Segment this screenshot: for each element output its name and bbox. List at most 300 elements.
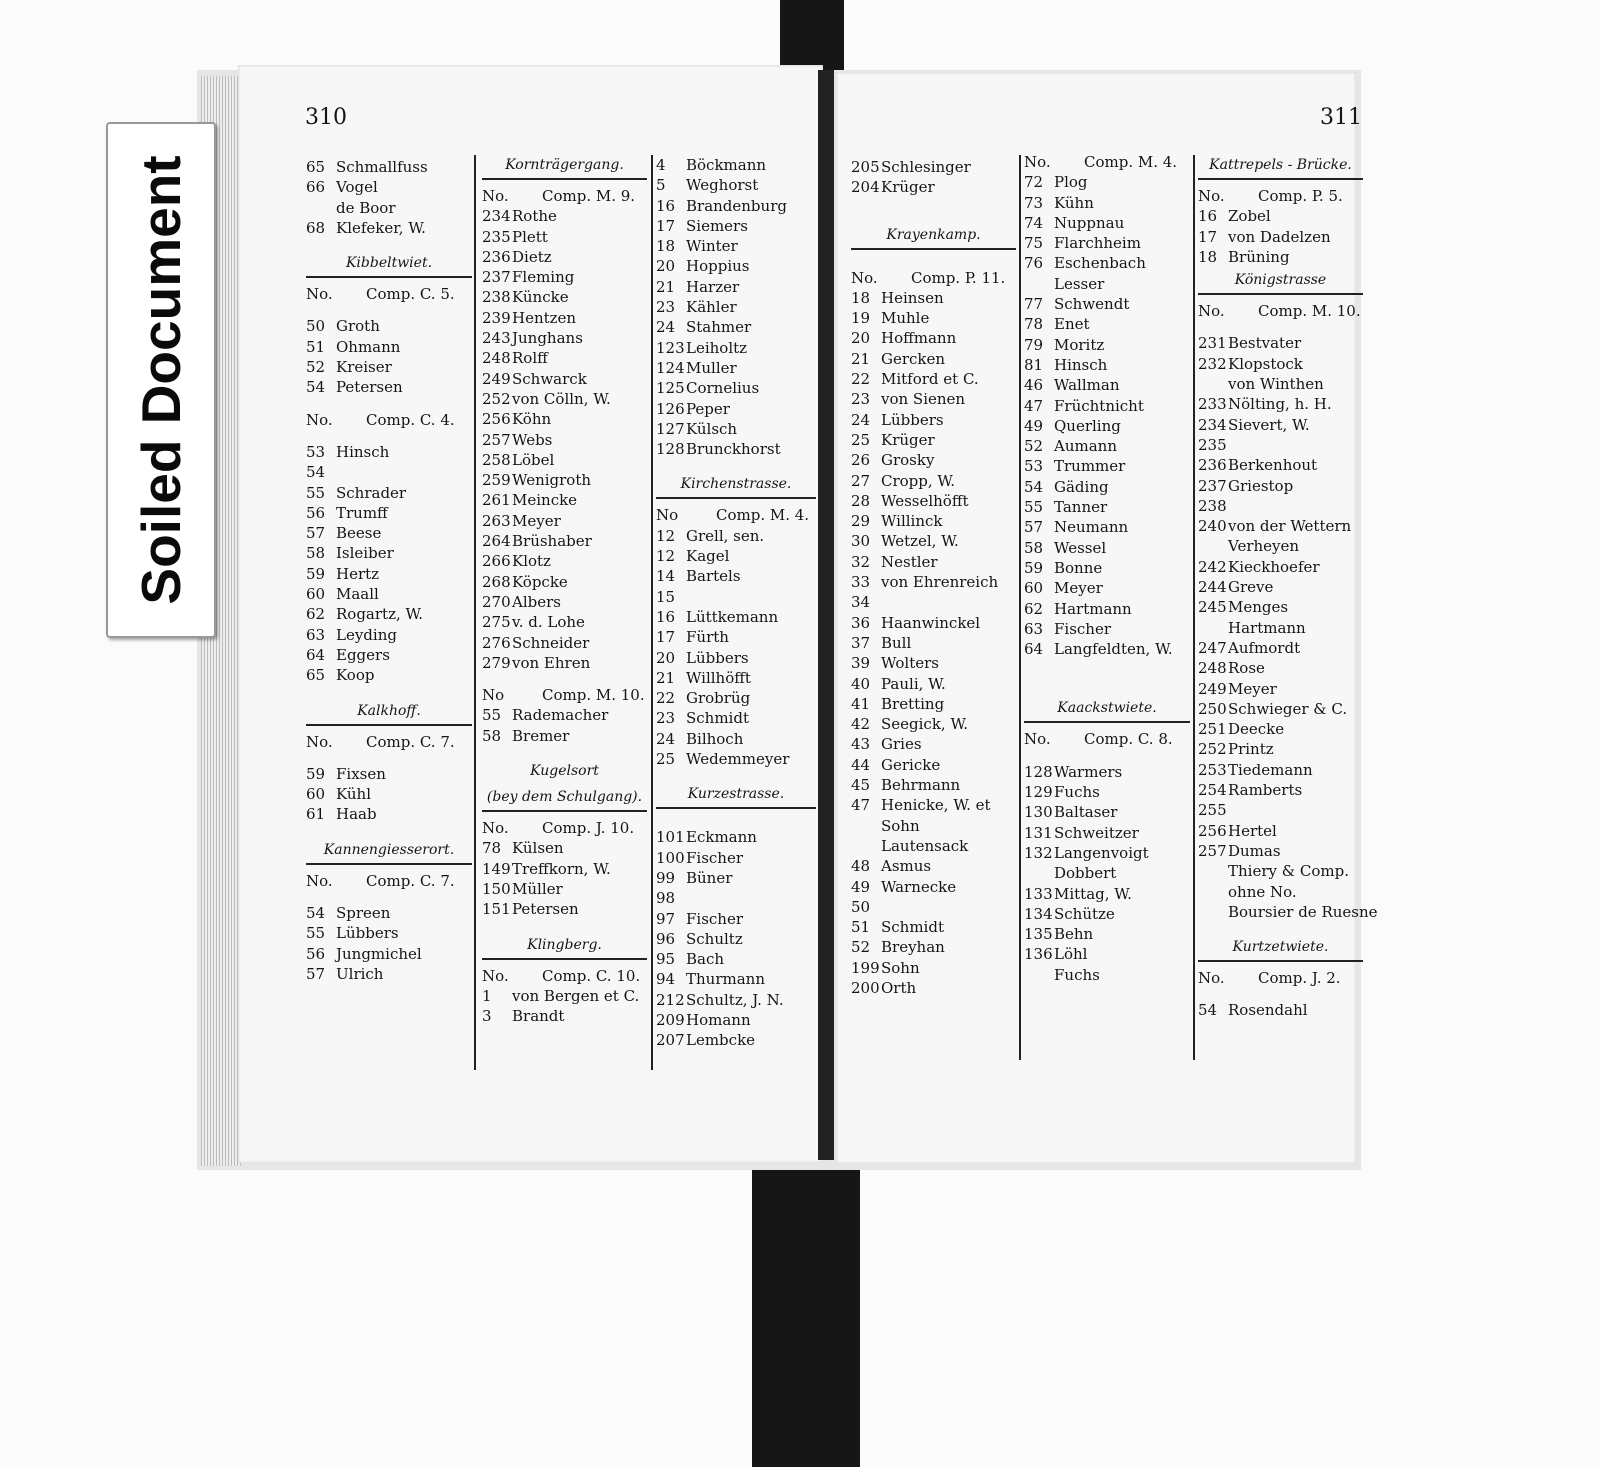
street-heading: Kurtzetwiete. [1198,934,1363,962]
resident-name: Gries [881,735,922,754]
directory-entry [1024,802,1190,822]
spacer [851,198,1016,210]
house-number: 24 [656,729,676,748]
resident-name: Lembcke [686,1031,756,1050]
resident-name: von Ehren [512,653,591,672]
house-number: 232 [1198,354,1227,373]
house-number: 27 [851,471,871,490]
house-number: 62 [1024,599,1044,618]
house-number: 256 [482,410,511,429]
house-number: 78 [1024,315,1044,334]
company-header [482,818,647,838]
column-rule [474,155,476,1070]
resident-name: Fischer [1054,619,1112,638]
directory-entry [656,949,816,969]
house-number: 53 [1024,457,1044,476]
directory-entry [306,923,472,943]
directory-entry [1198,841,1363,861]
resident-name: Rolff [512,349,548,368]
directory-entry [1024,497,1190,517]
resident-name: Böckmann [686,156,767,174]
directory-entry [1198,739,1363,759]
directory-entry [482,653,647,673]
directory-entry [482,328,647,348]
directory-entry [1024,558,1190,578]
directory-entry [306,157,472,177]
directory-entry [482,430,647,450]
house-number: 63 [306,625,326,644]
house-number: 12 [656,526,676,545]
directory-entry [1024,294,1190,314]
house-number: No. [482,819,509,838]
house-number: 4 [656,156,666,174]
company-code: Comp. C. 7. [366,732,455,751]
resident-name: Grobrüg [686,689,751,708]
directory-entry [482,612,647,632]
directory-entry [482,859,647,879]
company-code: Comp. M. 9. [542,187,636,205]
directory-entry [851,836,1016,856]
directory-entry [656,827,816,847]
directory-entry [851,755,1016,775]
directory-entry [1198,516,1363,536]
directory-entry [1024,538,1190,558]
house-number: 101 [656,828,685,847]
house-number: 16 [656,607,676,626]
resident-name: Brüshaber [512,532,592,551]
resident-name: Aumann [1054,437,1117,456]
directory-entry [1198,638,1363,658]
resident-name: ohne No. [1228,882,1297,901]
house-number: 54 [306,378,326,397]
resident-name: Brandt [512,1007,565,1026]
house-number: 55 [306,924,326,943]
house-number: No. [1198,187,1225,205]
spacer [306,825,472,837]
company-header [306,871,472,891]
directory-entry [306,218,472,238]
house-number: No. [1198,302,1225,321]
house-number: 233 [1198,395,1227,414]
resident-name: Henicke, W. et [881,796,991,815]
house-number: 251 [1198,720,1227,739]
house-number: 252 [482,389,511,408]
house-number: 48 [851,857,871,876]
house-number: No. [1024,153,1051,171]
resident-name: Büner [686,868,733,887]
house-number: 18 [656,237,676,256]
company-code: Comp. J. 2. [1258,969,1341,988]
directory-entry [851,958,1016,978]
resident-name: von Bergen et C. [512,986,640,1005]
directory-entry [851,937,1016,957]
book-gutter [818,70,834,1160]
resident-name: von Sienen [881,390,966,409]
directory-entry [306,784,472,804]
directory-entry [482,470,647,490]
house-number: 129 [1024,783,1053,802]
house-number: 136 [1024,945,1053,964]
house-number: 14 [656,567,676,586]
house-number: 253 [1198,760,1227,779]
directory-entry [851,369,1016,389]
resident-name: Hoffmann [881,329,957,348]
resident-name: Eschenbach [1054,254,1146,273]
resident-name: Weghorst [686,176,759,195]
resident-name: Pauli, W. [881,674,946,693]
house-number: 130 [1024,803,1053,822]
resident-name: Kieckhoefer [1228,557,1320,576]
resident-name: Klopstock [1228,354,1303,373]
resident-name: Rogartz, W. [336,605,424,624]
directory-entry [1024,639,1190,659]
directory-entry [851,816,1016,836]
resident-name: Warnecke [881,877,957,896]
resident-name: Querling [1054,416,1121,435]
spacer [1198,988,1363,1000]
company-header [306,732,472,752]
resident-name: Wenigroth [512,471,592,490]
resident-name: Tiedemann [1228,760,1313,779]
directory-entry [1024,944,1190,964]
resident-name: Menges [1228,598,1289,617]
house-number: 231 [1198,334,1227,353]
house-number: 55 [482,706,502,725]
company-header [1024,729,1190,749]
resident-name: Boursier de Ruesne [1228,902,1378,921]
directory-entry [1198,861,1363,881]
spacer [482,920,647,932]
resident-name: Trumff [336,503,388,522]
house-number: 57 [1024,518,1044,537]
resident-name: Asmus [881,857,932,876]
resident-name: Bremer [512,726,570,745]
house-number: 52 [851,938,871,957]
resident-name: Cornelius [686,379,760,398]
resident-name: Brüning [1228,247,1290,266]
house-number: 276 [482,633,511,652]
directory-entry [306,523,472,543]
street-heading: Krayenkamp. [851,222,1016,250]
directory-entry [656,909,816,929]
resident-name: Krüger [881,178,935,197]
house-number: 3 [482,1007,492,1026]
directory-entry [656,526,816,546]
house-number: 64 [1024,640,1044,659]
spacer [306,430,472,442]
directory-entry [482,838,647,858]
directory-entry [656,419,816,439]
resident-name: Wesselhöfft [881,491,969,510]
directory-entry [851,430,1016,450]
directory-entry [306,804,472,824]
house-number: 238 [1198,496,1227,515]
directory-entry [851,694,1016,714]
spacer [306,686,472,698]
resident-name: Hartmann [1228,618,1306,637]
house-number: 236 [482,247,511,266]
resident-name: Wessel [1054,538,1107,557]
resident-name: Harzer [686,277,740,296]
resident-name: Kreiser [336,358,392,377]
company-code: Comp. J. 10. [542,819,635,838]
house-number: 52 [1024,437,1044,456]
resident-name: Fleming [512,268,575,287]
column-rule [1019,155,1021,1060]
house-number: 20 [656,648,676,667]
resident-name: Behn [1054,925,1094,944]
directory-entry [1024,253,1190,273]
house-number: 81 [1024,355,1044,374]
resident-name: Meyer [1228,679,1277,698]
directory-entry [1024,884,1190,904]
directory-entry [656,155,816,175]
house-number: No. [1024,730,1051,749]
directory-entry [851,897,1016,917]
house-number: 68 [306,218,326,237]
company-header [1024,152,1190,172]
company-header [482,966,647,986]
spacer [656,459,816,471]
house-number: 1 [482,986,492,1005]
resident-name: Wolters [881,654,940,673]
house-number: 20 [851,329,871,348]
house-number: 39 [851,654,871,673]
directory-entry [656,969,816,989]
spacer [1198,321,1363,333]
directory-entry [1198,394,1363,414]
spacer [1024,671,1190,683]
resident-name: Moritz [1054,335,1105,354]
directory-entry [482,227,647,247]
directory-entry [1198,821,1363,841]
street-heading: Königstrasse [1198,267,1363,295]
directory-entry [656,338,816,358]
directory-entry [306,442,472,462]
resident-name: Tanner [1054,498,1108,517]
house-number: 123 [656,338,685,357]
directory-entry [1024,436,1190,456]
resident-name: Nestler [881,552,938,571]
house-number: 54 [306,904,326,923]
resident-name: Grell, sen. [686,526,765,545]
company-header [482,685,647,705]
resident-name: Schweitzer [1054,823,1139,842]
house-number: 55 [1024,498,1044,517]
house-number: 18 [1198,247,1218,266]
resident-name: Aufmordt [1228,638,1301,657]
street-heading: Kattrepels - Brücke. [1198,152,1363,180]
resident-name: Köpcke [512,572,568,591]
resident-name: Hoppius [686,257,750,276]
directory-entry [1198,415,1363,435]
resident-name: Stahmer [686,318,752,337]
house-number: 234 [482,207,511,226]
house-number: 205 [851,158,880,176]
directory-entry [482,705,647,725]
house-number: 250 [1198,699,1227,718]
directory-entry [851,328,1016,348]
company-header [306,410,472,430]
spacer [656,769,816,781]
resident-name: Lüttkemann [686,607,779,626]
house-number: 261 [482,491,511,510]
company-header [482,186,647,206]
resident-name: Lesser [1054,274,1105,293]
directory-entry [306,584,472,604]
resident-name: Bull [881,633,912,652]
company-code: Comp. M. 10. [1258,302,1361,321]
resident-name: Mittag, W. [1054,884,1132,903]
house-number: 18 [851,288,871,307]
house-number: 150 [482,879,511,898]
resident-name: Schlesinger [881,158,971,176]
house-number: 204 [851,178,880,197]
directory-entry [1024,863,1190,883]
house-number: 22 [851,370,871,389]
resident-name: Fischer [686,848,744,867]
house-number: 78 [482,839,502,858]
resident-name: Mitford et C. [881,370,979,389]
resident-name: Schmidt [686,709,749,728]
resident-name: Rademacher [512,706,609,725]
house-number: 151 [482,900,511,919]
house-number: 54 [306,463,326,482]
directory-entry [851,410,1016,430]
directory-entry [851,775,1016,795]
house-number: 243 [482,329,511,348]
house-number: 249 [482,369,511,388]
directory-entry [1024,213,1190,233]
directory-entry [1198,227,1363,247]
resident-name: Ohmann [336,337,401,356]
house-number: 54 [1198,1001,1218,1020]
house-number: 270 [482,592,511,611]
house-number: 21 [656,668,676,687]
spacer [306,238,472,250]
resident-name: Neumann [1054,518,1129,537]
resident-name: Köhn [512,410,552,429]
house-number: 242 [1198,557,1227,576]
resident-name: Printz [1228,740,1274,759]
directory-entry [851,917,1016,937]
directory-entry [1198,476,1363,496]
directory-entry [482,287,647,307]
resident-name: Ramberts [1228,781,1303,800]
resident-name: Schmallfuss [336,158,428,176]
directory-entry [306,543,472,563]
directory-entry [306,337,472,357]
soiled-document-tag [106,122,216,638]
resident-name: Eggers [336,645,390,664]
directory-entry [306,357,472,377]
resident-name: Dumas [1228,841,1281,860]
house-number: 77 [1024,295,1044,314]
resident-name: Rothe [512,207,557,226]
house-number: 128 [1024,762,1053,781]
house-number: 235 [482,227,511,246]
house-number: No. [851,268,878,287]
spacer [306,891,472,903]
spacer [1198,922,1363,934]
directory-entry [851,471,1016,491]
directory-entry [656,1030,816,1050]
directory-entry [1024,375,1190,395]
house-number: 23 [851,390,871,409]
directory-entry [482,592,647,612]
directory-entry [656,399,816,419]
street-heading: (bey dem Schulgang). [482,784,647,812]
directory-entry [1024,314,1190,334]
directory-entry [306,316,472,336]
company-code: Comp. C. 10. [542,966,641,985]
street-heading: Kaackstwiete. [1024,695,1190,723]
house-number: 133 [1024,884,1053,903]
directory-entry [1024,843,1190,863]
resident-name: Thurmann [686,970,765,989]
directory-entry [482,490,647,510]
directory-entry [1198,618,1363,638]
resident-name: Kühn [1054,193,1094,212]
resident-name: Zobel [1228,207,1271,226]
resident-name: Hertz [336,564,380,583]
house-number: 72 [1024,173,1044,192]
house-number: 149 [482,859,511,878]
directory-entry [1198,699,1363,719]
resident-name: Behrmann [881,776,961,795]
directory-entry [482,1006,647,1026]
house-number: 128 [656,440,685,459]
house-number: 15 [656,587,676,606]
house-number: 56 [306,944,326,963]
resident-name: Muller [686,358,737,377]
resident-name: Kagel [686,547,730,566]
resident-name: Hinsch [1054,355,1108,374]
resident-name: Spreen [336,904,391,923]
directory-entry [656,990,816,1010]
resident-name: Krüger [881,430,935,449]
house-number: 45 [851,776,871,795]
directory-entry [656,848,816,868]
house-number: No. [306,410,333,429]
directory-entry [482,726,647,746]
house-number: 234 [1198,415,1227,434]
house-number: 134 [1024,904,1053,923]
directory-entry [656,729,816,749]
directory-entry [1024,904,1190,924]
resident-name: Petersen [512,900,579,919]
resident-name: Webs [512,430,553,449]
house-number: 63 [1024,619,1044,638]
resident-name: Seegick, W. [881,715,969,734]
directory-entry [1198,536,1363,556]
spacer [306,752,472,764]
spacer [1024,683,1190,695]
directory-entry [656,1010,816,1030]
resident-name: Langfeldten, W. [1054,640,1173,659]
company-header [851,268,1016,288]
resident-name: von Ehrenreich [881,573,999,592]
house-number: 20 [656,257,676,276]
directory-entry [1198,206,1363,226]
resident-name: von Cölln, W. [512,389,611,408]
resident-name: Homann [686,1010,751,1029]
resident-name: Schwarck [512,369,587,388]
house-number: 207 [656,1031,685,1050]
house-number: 268 [482,572,511,591]
resident-name: Klotz [512,552,551,571]
resident-name: Gercken [881,349,946,368]
